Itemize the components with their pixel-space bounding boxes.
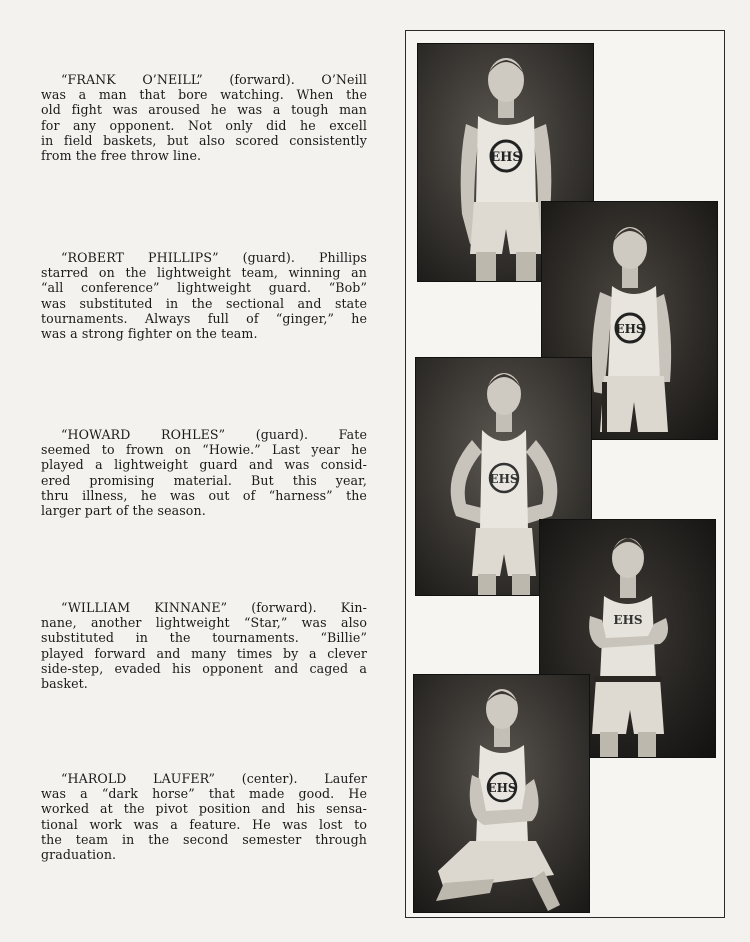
bio-line: played forward and many times by a clever bbox=[41, 645, 367, 661]
player-photo-5 bbox=[413, 674, 590, 913]
bio-line: was substituted in the sectional and state bbox=[41, 295, 367, 311]
bio-line: tournaments. Always full of “ginger,” he bbox=[41, 310, 367, 326]
bio-howard-rohles bbox=[41, 427, 367, 518]
bio-line: worked at the pivot position and his sensa- bbox=[41, 801, 367, 817]
bio-line: graduation. bbox=[41, 847, 117, 863]
bio-line: was a “dark horse” that made good. He bbox=[41, 786, 367, 802]
bio-line: “FRANK O’NEILL” (forward). O’Neill bbox=[61, 72, 367, 87]
svg-text:EHS: EHS bbox=[613, 613, 643, 627]
bio-line: was a man that bore watching. When the bbox=[41, 87, 367, 103]
bio-line: in field baskets, but also scored consistently bbox=[41, 132, 367, 148]
svg-text:EHS: EHS bbox=[489, 472, 519, 486]
bio-harold-laufer bbox=[41, 771, 367, 862]
bio-line: for any opponent. Not only did he excell bbox=[41, 117, 367, 133]
bio-line: nane, another lightweight “Star,” was also bbox=[41, 615, 367, 631]
bio-line: from the free throw line. bbox=[41, 148, 202, 164]
bio-line: played a lightweight guard and was consid- bbox=[41, 457, 367, 473]
bio-line: tional work was a feature. He was lost to bbox=[41, 816, 367, 832]
player-figure bbox=[414, 675, 589, 912]
bio-line: basket. bbox=[41, 676, 88, 692]
bio-line: “HOWARD ROHLES” (guard). Fate bbox=[61, 427, 367, 442]
bio-frank-oneill bbox=[41, 72, 367, 163]
bio-line: “HAROLD LAUFER” (center). Laufer bbox=[61, 771, 367, 786]
svg-text:EHS: EHS bbox=[490, 150, 522, 165]
bio-line: ered promising material. But this year, bbox=[41, 472, 367, 488]
bio-line: “all conference” lightweight guard. “Bob” bbox=[41, 280, 367, 296]
bio-line: side-step, evaded his opponent and caged a bbox=[41, 660, 367, 676]
bio-william-kinnane bbox=[41, 600, 367, 691]
bio-robert-phillips bbox=[41, 250, 367, 341]
bio-line: “ROBERT PHILLIPS” (guard). Phillips bbox=[61, 250, 367, 265]
bio-line: “WILLIAM KINNANE” (forward). Kin- bbox=[61, 600, 367, 615]
bio-line: starred on the lightweight team, winning an bbox=[41, 265, 367, 281]
svg-text:EHS: EHS bbox=[487, 781, 517, 795]
bio-line: was a strong fighter on the team. bbox=[41, 326, 258, 342]
svg-text:EHS: EHS bbox=[615, 322, 645, 336]
bio-line: larger part of the season. bbox=[41, 503, 206, 519]
bio-line: seemed to frown on “Howie.” Last year he bbox=[41, 442, 367, 458]
bio-line: the team in the second semester through bbox=[41, 831, 367, 847]
bio-line: substituted in the tournaments. “Billie” bbox=[41, 630, 367, 646]
bio-line: thru illness, he was out of “harness” the bbox=[41, 487, 367, 503]
bio-line: old fight was aroused he was a tough man bbox=[41, 102, 367, 118]
